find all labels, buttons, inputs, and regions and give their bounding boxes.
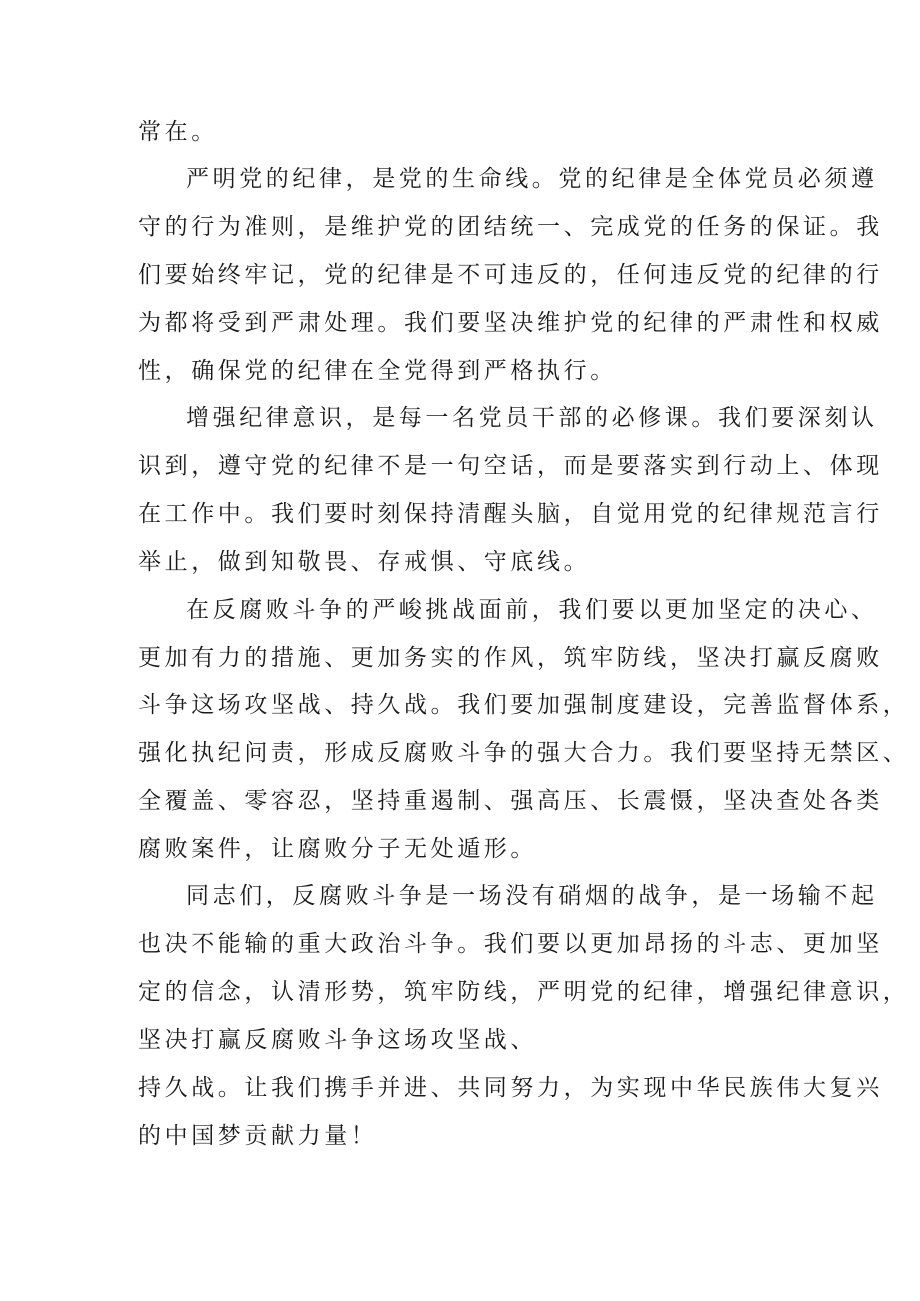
text-line: 们要始终牢记，党的纪律是不可违反的，任何违反党的纪律的行 (138, 262, 883, 288)
text-line: 为都将受到严肃处理。我们要坚决维护党的纪律的严肃性和权威 (138, 310, 883, 336)
text-line: 在反腐败斗争的严峻挑战面前，我们要以更加坚定的决心、 (186, 597, 878, 623)
text-line: 增强纪律意识，是每一名党员干部的必修课。我们要深刻认 (186, 405, 878, 431)
text-line: 腐败案件，让腐败分子无处遁形。 (138, 836, 537, 862)
text-line: 常在。 (138, 119, 218, 145)
text-line: 同志们，反腐败斗争是一场没有硝烟的战争，是一场输不起 (186, 883, 878, 909)
text-line: 更加有力的措施、更加务实的作风，筑牢防线，坚决打赢反腐败 (138, 645, 883, 671)
text-line: 举止，做到知敬畏、存戒惧、守底线。 (138, 549, 591, 575)
text-line: 在工作中。我们要时刻保持清醒头脑，自觉用党的纪律规范言行 (138, 501, 883, 527)
text-line: 的中国梦贡献力量！ (138, 1123, 378, 1149)
text-line: 严明党的纪律，是党的生命线。党的纪律是全体党员必须遵 (186, 166, 878, 192)
text-line: 坚决打赢反腐败斗争这场攻坚战、 (138, 1027, 537, 1053)
text-line: 斗争这场攻坚战、持久战。我们要加强制度建设，完善监督体系， (138, 692, 910, 718)
text-line: 识到，遵守党的纪律不是一句空话，而是要落实到行动上、体现 (138, 453, 883, 479)
text-line: 性，确保党的纪律在全党得到严格执行。 (138, 358, 617, 384)
text-line: 守的行为准则，是维护党的团结统一、完成党的任务的保证。我 (138, 214, 883, 240)
text-line: 持久战。让我们携手并进、共同努力，为实现中华民族伟大复兴 (138, 1075, 883, 1101)
text-line: 也决不能输的重大政治斗争。我们要以更加昂扬的斗志、更加坚 (138, 931, 883, 957)
text-line: 全覆盖、零容忍，坚持重遏制、强高压、长震慑，坚决查处各类 (138, 788, 883, 814)
text-line: 定的信念，认清形势，筑牢防线，严明党的纪律，增强纪律意识， (138, 979, 910, 1005)
text-line: 强化执纪问责，形成反腐败斗争的强大合力。我们要坚持无禁区、 (138, 740, 910, 766)
